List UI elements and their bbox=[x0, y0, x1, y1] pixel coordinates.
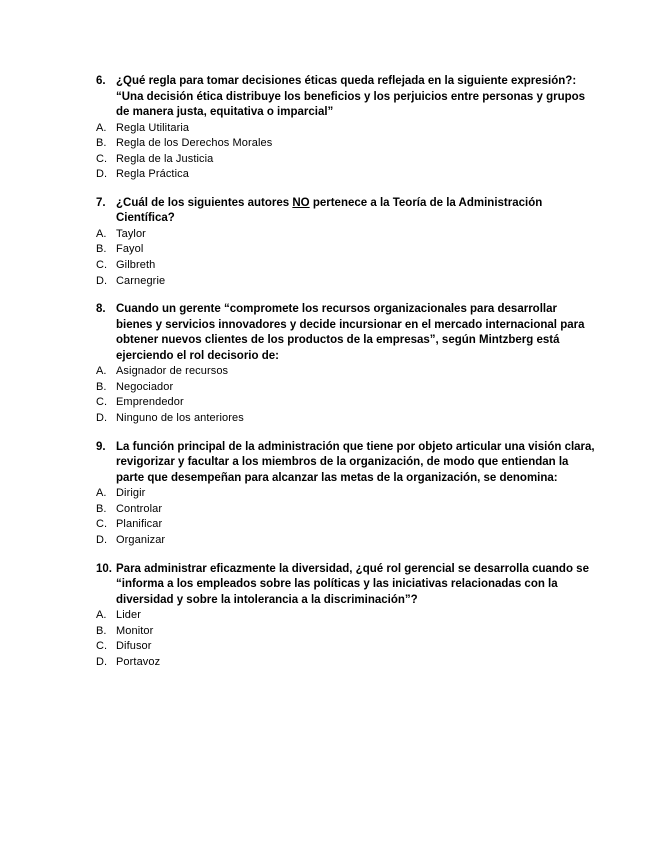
question-number: 8. bbox=[96, 303, 106, 316]
option-a bbox=[96, 227, 596, 243]
option-c bbox=[96, 639, 596, 655]
option-letter: A. bbox=[96, 365, 107, 378]
option-list bbox=[96, 227, 596, 289]
option-letter: C. bbox=[96, 259, 108, 272]
option-b bbox=[96, 624, 596, 640]
option-letter: A. bbox=[96, 487, 107, 500]
option-text: Negociador bbox=[116, 380, 174, 393]
option-letter: D. bbox=[96, 533, 108, 546]
option-c bbox=[96, 395, 596, 411]
option-text: Controlar bbox=[116, 502, 163, 515]
question-text: La función principal de la administración que tiene por objeto articular una visión clara, revigorizar y facultar a los miembros de la organización, de modo que entiendan la parte que desempeñan para alcanzar las metas de la organización, se denomina: bbox=[116, 440, 595, 484]
option-letter: D. bbox=[96, 412, 108, 425]
question-8 bbox=[96, 302, 596, 426]
question-list bbox=[96, 74, 596, 683]
option-letter: B. bbox=[96, 380, 107, 393]
option-d bbox=[96, 655, 596, 671]
question-number: 7. bbox=[96, 196, 106, 209]
option-text: Taylor bbox=[116, 227, 146, 240]
option-letter: C. bbox=[96, 518, 108, 531]
option-text: Organizar bbox=[116, 533, 166, 546]
option-c bbox=[96, 517, 596, 533]
option-list bbox=[96, 364, 596, 426]
option-a bbox=[96, 364, 596, 380]
question-stem bbox=[96, 562, 596, 609]
option-list bbox=[96, 121, 596, 183]
question-10 bbox=[96, 562, 596, 671]
option-text: Difusor bbox=[116, 640, 152, 653]
option-letter: A. bbox=[96, 227, 107, 240]
option-letter: A. bbox=[96, 121, 107, 134]
option-letter: B. bbox=[96, 624, 107, 637]
option-text: Regla de la Justicia bbox=[116, 152, 214, 165]
underlined-emphasis: NO bbox=[292, 196, 310, 209]
question-number: 6. bbox=[96, 75, 106, 87]
option-b bbox=[96, 136, 596, 152]
option-letter: B. bbox=[96, 137, 107, 150]
option-letter: C. bbox=[96, 640, 108, 653]
question-text: Cuando un gerente “compromete los recursos organizacionales para desarrollar bienes y servicios innovadores y decide incursionar en el mercado internacional para obtener nuevos clientes de los productos de la empresas”, según Mintzberg está ejerciendo el rol decisorio de: bbox=[116, 303, 585, 362]
option-d bbox=[96, 274, 596, 290]
option-letter: C. bbox=[96, 152, 108, 165]
option-letter: B. bbox=[96, 502, 107, 515]
option-b bbox=[96, 502, 596, 518]
question-text-start: ¿Cuál de los siguientes autores bbox=[116, 196, 293, 209]
question-text: ¿Qué regla para tomar decisiones éticas queda reflejada en la siguiente expresión?: “Una decisión ética distribuye los beneficios y los perjuicios entre personas y grupos de manera justa, equitativa o imparcial” bbox=[116, 75, 586, 118]
option-d bbox=[96, 167, 596, 183]
option-text: Asignador de recursos bbox=[116, 365, 229, 378]
option-text: Portavoz bbox=[116, 655, 161, 668]
option-text: Lider bbox=[116, 609, 141, 621]
option-letter: B. bbox=[96, 243, 107, 256]
option-text: Gilbreth bbox=[116, 259, 156, 272]
option-text: Regla de los Derechos Morales bbox=[116, 137, 273, 150]
option-a bbox=[96, 121, 596, 137]
option-text: Carnegrie bbox=[116, 274, 166, 287]
option-text: Ninguno de los anteriores bbox=[116, 412, 244, 425]
option-text: Regla Práctica bbox=[116, 168, 189, 181]
option-a bbox=[96, 486, 596, 502]
question-stem bbox=[96, 196, 596, 227]
option-b bbox=[96, 380, 596, 396]
question-text-end: pertenece a la Teoría de la Administración Científica? bbox=[116, 196, 543, 225]
option-text: Monitor bbox=[116, 624, 154, 637]
option-c bbox=[96, 258, 596, 274]
question-7 bbox=[96, 196, 596, 289]
option-text: Regla Utilitaria bbox=[116, 121, 190, 134]
option-letter: D. bbox=[96, 168, 108, 181]
option-list bbox=[96, 486, 596, 548]
option-text: Planificar bbox=[116, 518, 163, 531]
question-stem bbox=[96, 302, 596, 364]
option-letter: D. bbox=[96, 655, 108, 668]
option-text: Emprendedor bbox=[116, 396, 184, 409]
question-text bbox=[116, 196, 596, 227]
question-stem bbox=[96, 74, 596, 121]
question-number: 10. bbox=[96, 562, 112, 575]
option-d bbox=[96, 411, 596, 427]
option-b bbox=[96, 242, 596, 258]
question-stem bbox=[96, 440, 596, 487]
option-c bbox=[96, 152, 596, 168]
option-text: Fayol bbox=[116, 243, 144, 256]
option-a bbox=[96, 608, 596, 624]
question-number: 9. bbox=[96, 440, 106, 453]
option-d bbox=[96, 533, 596, 549]
question-text: Para administrar eficazmente la diversidad, ¿qué rol gerencial se desarrolla cuando se “informa a los empleados sobre las políticas y las iniciativas relacionadas con la diversidad y sobre la intolerancia a la discriminación”? bbox=[116, 562, 589, 606]
option-letter: C. bbox=[96, 396, 108, 409]
option-list bbox=[96, 608, 596, 670]
option-letter: D. bbox=[96, 274, 108, 287]
option-letter: A. bbox=[96, 609, 107, 621]
question-9 bbox=[96, 440, 596, 549]
option-text: Dirigir bbox=[116, 487, 146, 500]
question-6 bbox=[96, 74, 596, 183]
